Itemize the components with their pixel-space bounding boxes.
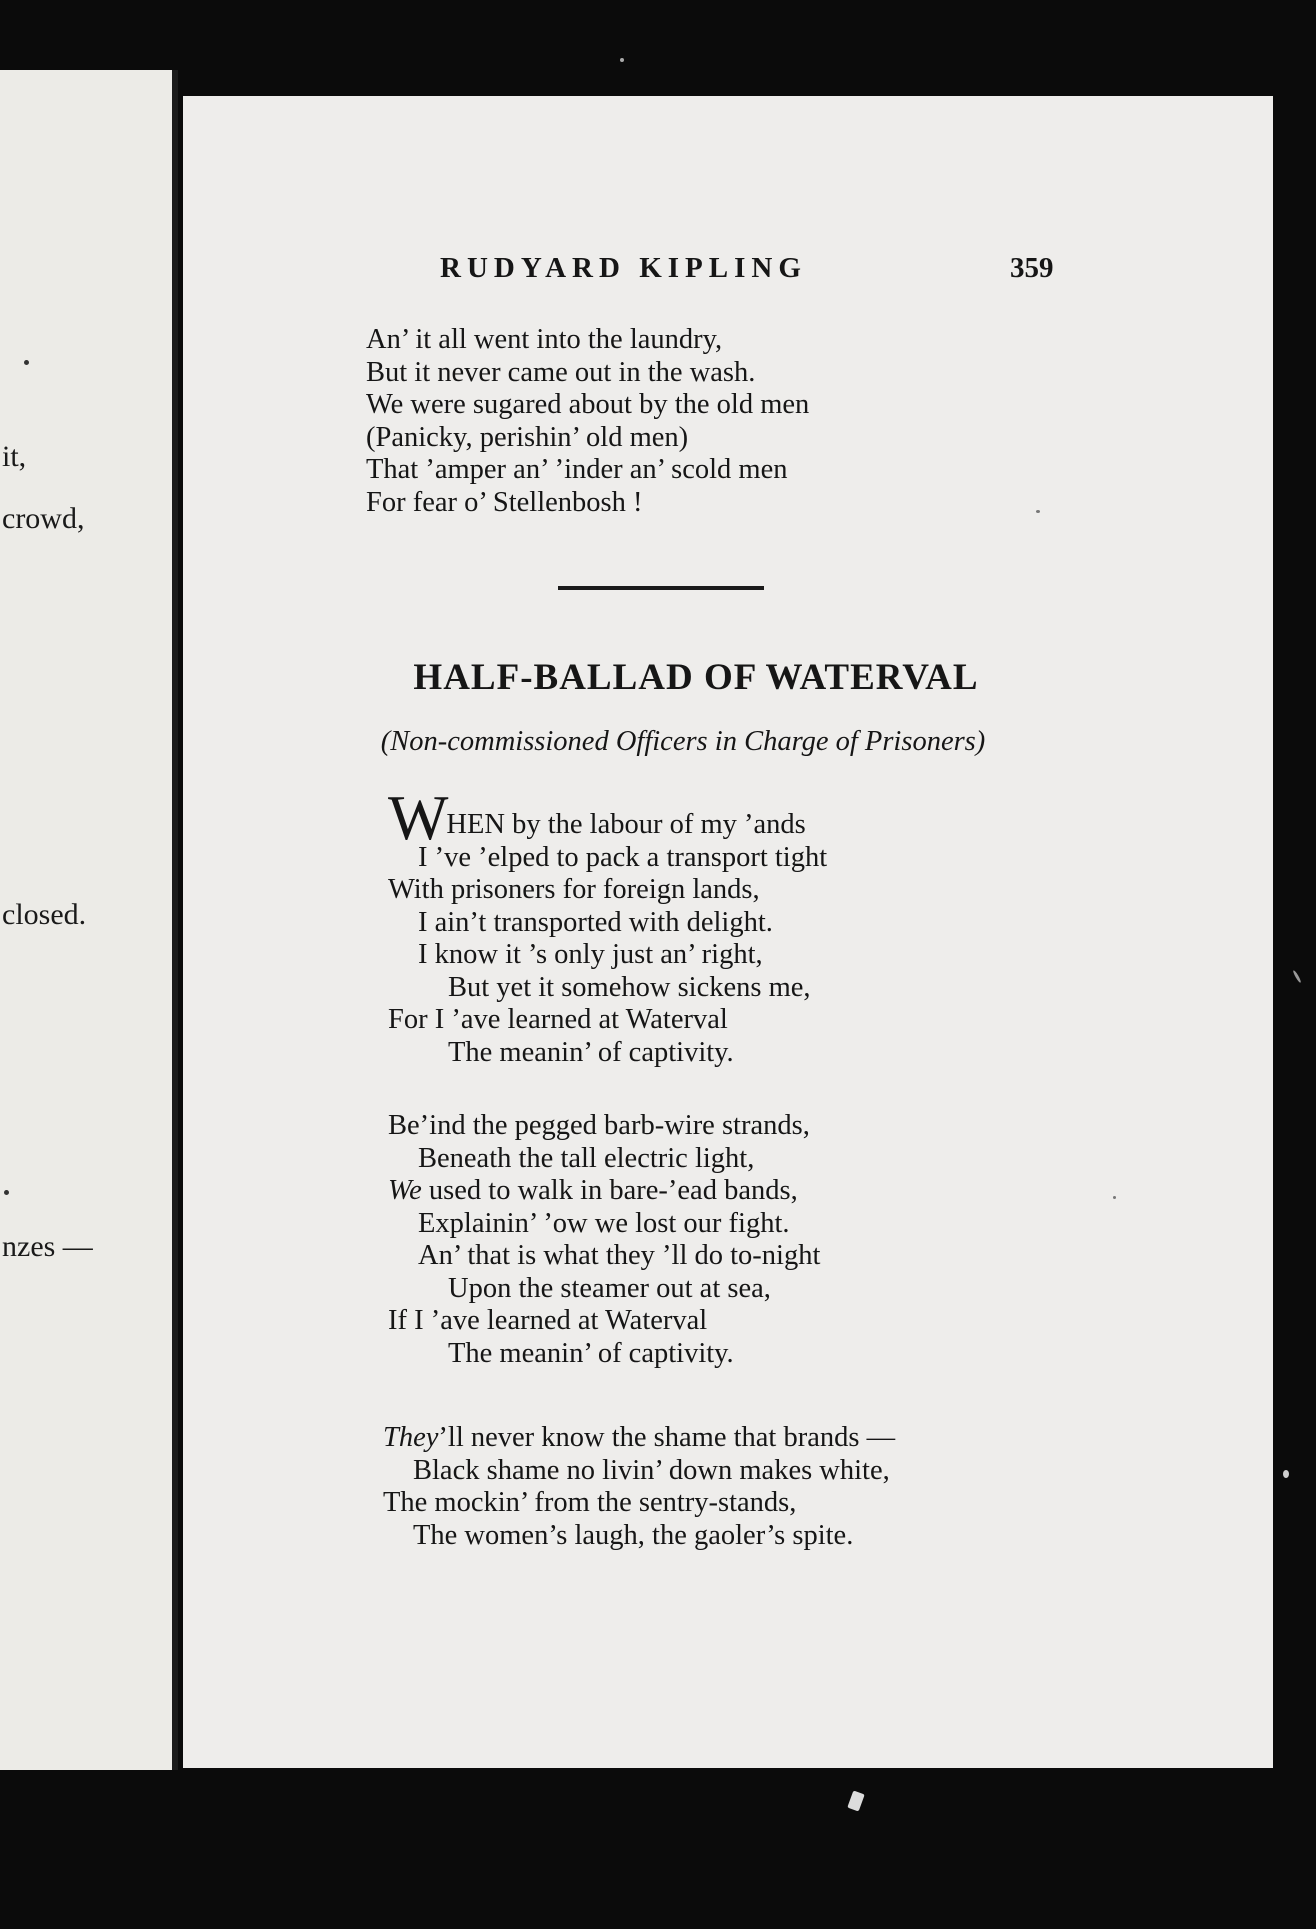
poem-line: I ain’t transported with delight. bbox=[418, 906, 773, 938]
poem-line: I know it ’s only just an’ right, bbox=[418, 939, 763, 970]
poem-stanza-1 bbox=[388, 782, 828, 1069]
poem-line: Beneath the tall electric light, bbox=[418, 1142, 755, 1174]
ink-speck bbox=[1036, 510, 1040, 513]
book-page bbox=[183, 96, 1273, 1768]
poem-line: The mockin’ from the sentry-stands, bbox=[383, 1487, 797, 1518]
section-divider-rule bbox=[558, 586, 764, 590]
poem-line-emphasis: We bbox=[388, 1175, 422, 1206]
poem-line: But it never came out in the wash. bbox=[366, 356, 756, 388]
poem-line: The meanin’ of captivity. bbox=[448, 1036, 734, 1068]
poem-line: I ’ve ’elped to pack a transport tight bbox=[418, 841, 828, 873]
scan-speck bbox=[620, 58, 624, 62]
scan-speck bbox=[1283, 1470, 1289, 1478]
ink-speck bbox=[24, 360, 29, 365]
previous-poem-stanza bbox=[366, 324, 809, 519]
poem-line-text: HEN by the labour of my ’ands bbox=[446, 809, 806, 840]
poem-line: (Panicky, perishin’ old men) bbox=[366, 421, 689, 453]
poem-line-text: used to walk in bare-’ead bands, bbox=[421, 1175, 798, 1206]
poem-line-emphasis: They bbox=[383, 1422, 439, 1453]
left-page-text: closed. bbox=[2, 898, 87, 931]
left-page-fragment bbox=[0, 70, 178, 1770]
poem-line: An’ that is what they ’ll do to-night bbox=[418, 1240, 821, 1271]
scan-speck bbox=[847, 1790, 864, 1811]
poem-line-text: ’ll never know the shame that brands — bbox=[438, 1422, 896, 1453]
page-number: 359 bbox=[1010, 252, 1054, 284]
poem-title: HALF-BALLAD OF WATERVAL bbox=[413, 657, 979, 698]
poem-line: But yet it somehow sickens me, bbox=[448, 971, 811, 1003]
poem-line: The meanin’ of captivity. bbox=[448, 1337, 734, 1369]
poem-line bbox=[388, 1175, 820, 1208]
left-page-text: it, bbox=[2, 440, 27, 473]
poem-line: With prisoners for foreign lands, bbox=[388, 874, 760, 905]
scan-speck bbox=[1292, 970, 1302, 984]
poem-stanza-2 bbox=[388, 1110, 820, 1370]
poem-line: For fear o’ Stellenbosh ! bbox=[366, 486, 643, 518]
poem-line: An’ it all went into the laundry, bbox=[366, 324, 723, 355]
poem-line-first bbox=[383, 1422, 895, 1455]
poem-line: Black shame no livin’ down makes white, bbox=[413, 1454, 890, 1486]
poem-line: Upon the steamer out at sea, bbox=[448, 1272, 771, 1304]
poem-line: The women’s laugh, the gaoler’s spite. bbox=[413, 1519, 854, 1551]
poem-line-first bbox=[388, 782, 827, 853]
poem-stanza-3 bbox=[383, 1422, 895, 1552]
left-page-text: crowd, bbox=[2, 502, 85, 535]
poem-subtitle: (Non-commissioned Officers in Charge of Prisoners) bbox=[380, 726, 986, 757]
poem-line: Be’ind the pegged barb-wire strands, bbox=[388, 1110, 810, 1141]
poem-line: That ’amper an’ ’inder an’ scold men bbox=[366, 454, 788, 485]
ink-speck bbox=[4, 1190, 9, 1195]
drop-cap: W bbox=[388, 782, 449, 853]
left-page-text: nzes — bbox=[2, 1230, 93, 1263]
running-head: RUDYARD KIPLING bbox=[440, 252, 807, 284]
poem-line: We were sugared about by the old men bbox=[366, 389, 810, 420]
poem-line: For I ’ave learned at Waterval bbox=[388, 1004, 728, 1035]
poem-line: If I ’ave learned at Waterval bbox=[388, 1305, 708, 1336]
poem-line: Explainin’ ’ow we lost our fight. bbox=[418, 1207, 790, 1239]
ink-speck bbox=[1113, 1196, 1116, 1199]
